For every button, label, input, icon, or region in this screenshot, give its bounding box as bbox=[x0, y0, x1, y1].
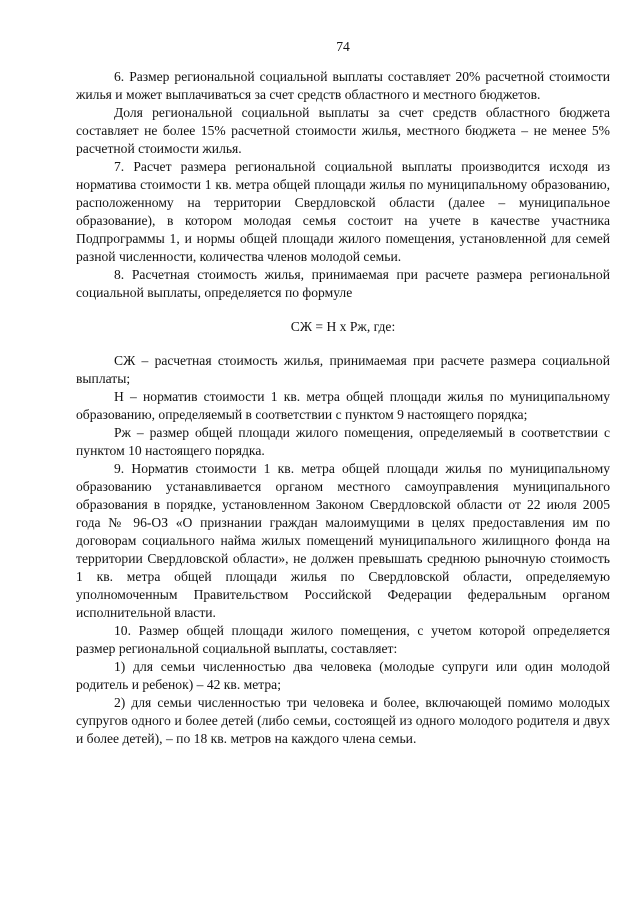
paragraph-budget-share: Доля региональной социальной выплаты за счет средств областного бюджета составляет не более 15% расчетной стоимости жилья, местного бюджета – не менее 5% расчетной стоимости жилья. bbox=[76, 105, 610, 156]
formula: СЖ = Н х Рж, где: bbox=[290, 319, 396, 334]
definition-rzh: Рж – размер общей площади жилого помещения, определяемый в соответствии с пунктом 10 настоящего порядка. bbox=[76, 425, 610, 458]
definition-sj: СЖ – расчетная стоимость жилья, принимаемая при расчете размера социальной выплаты; bbox=[76, 353, 610, 386]
list-item-2: 2) для семьи численностью три человека и более, включающей помимо молодых супругов одного и более детей (либо семьи, состоящей из одного молодого родителя и двух и более детей), – по 18 кв. метров на каждого члена семьи. bbox=[76, 695, 610, 746]
paragraph-item-7: 7. Расчет размера региональной социальной выплаты производится исходя из норматива стоимости 1 кв. метра общей площади жилья по муниципальному образованию, расположенному на территории Свердловской области (далее – муниципальное образование), в котором молодая семья состоит на учете в качестве участника Подпрограммы 1, и нормы общей площади жилого помещения, установленной для семей разной численности, количества членов молодой семьи. bbox=[76, 159, 610, 264]
paragraph-item-9: 9. Норматив стоимости 1 кв. метра общей площади жилья по муниципальному образованию устанавливается органом местного самоуправления муниципального образования в порядке, установленном Законом Свердловской области от 22 июля 2005 года № 96-ОЗ «О признании граждан малоимущими в целях предоставления им по договорам социального найма жилых помещений муниципального жилищного фонда на территории Свердловской области», не должен превышать среднюю рыночную стоимость 1 кв. метра общей площади жилья по Свердловской области, определяемую уполномоченным Правительством Российской Федерации федеральным органом исполнительной власти. bbox=[76, 461, 610, 620]
paragraph-item-8: 8. Расчетная стоимость жилья, принимаемая при расчете размера региональной социальной выплаты, определяется по формуле bbox=[76, 267, 610, 300]
paragraph-item-6: 6. Размер региональной социальной выплаты составляет 20% расчетной стоимости жилья и может выплачиваться за счет средств областного и местного бюджетов. bbox=[76, 69, 610, 102]
page-number: 74 bbox=[336, 39, 350, 54]
paragraph-item-10: 10. Размер общей площади жилого помещения, с учетом которой определяется размер региональной социальной выплаты, составляет: bbox=[76, 623, 610, 656]
document-page bbox=[76, 38, 610, 748]
list-item-1: 1) для семьи численностью два человека (молодые супруги или один молодой родитель и ребенок) – 42 кв. метра; bbox=[76, 659, 610, 692]
definition-n: Н – норматив стоимости 1 кв. метра общей площади жилья по муниципальному образованию, определяемый в соответствии с пунктом 9 настоящего порядка; bbox=[76, 389, 610, 422]
